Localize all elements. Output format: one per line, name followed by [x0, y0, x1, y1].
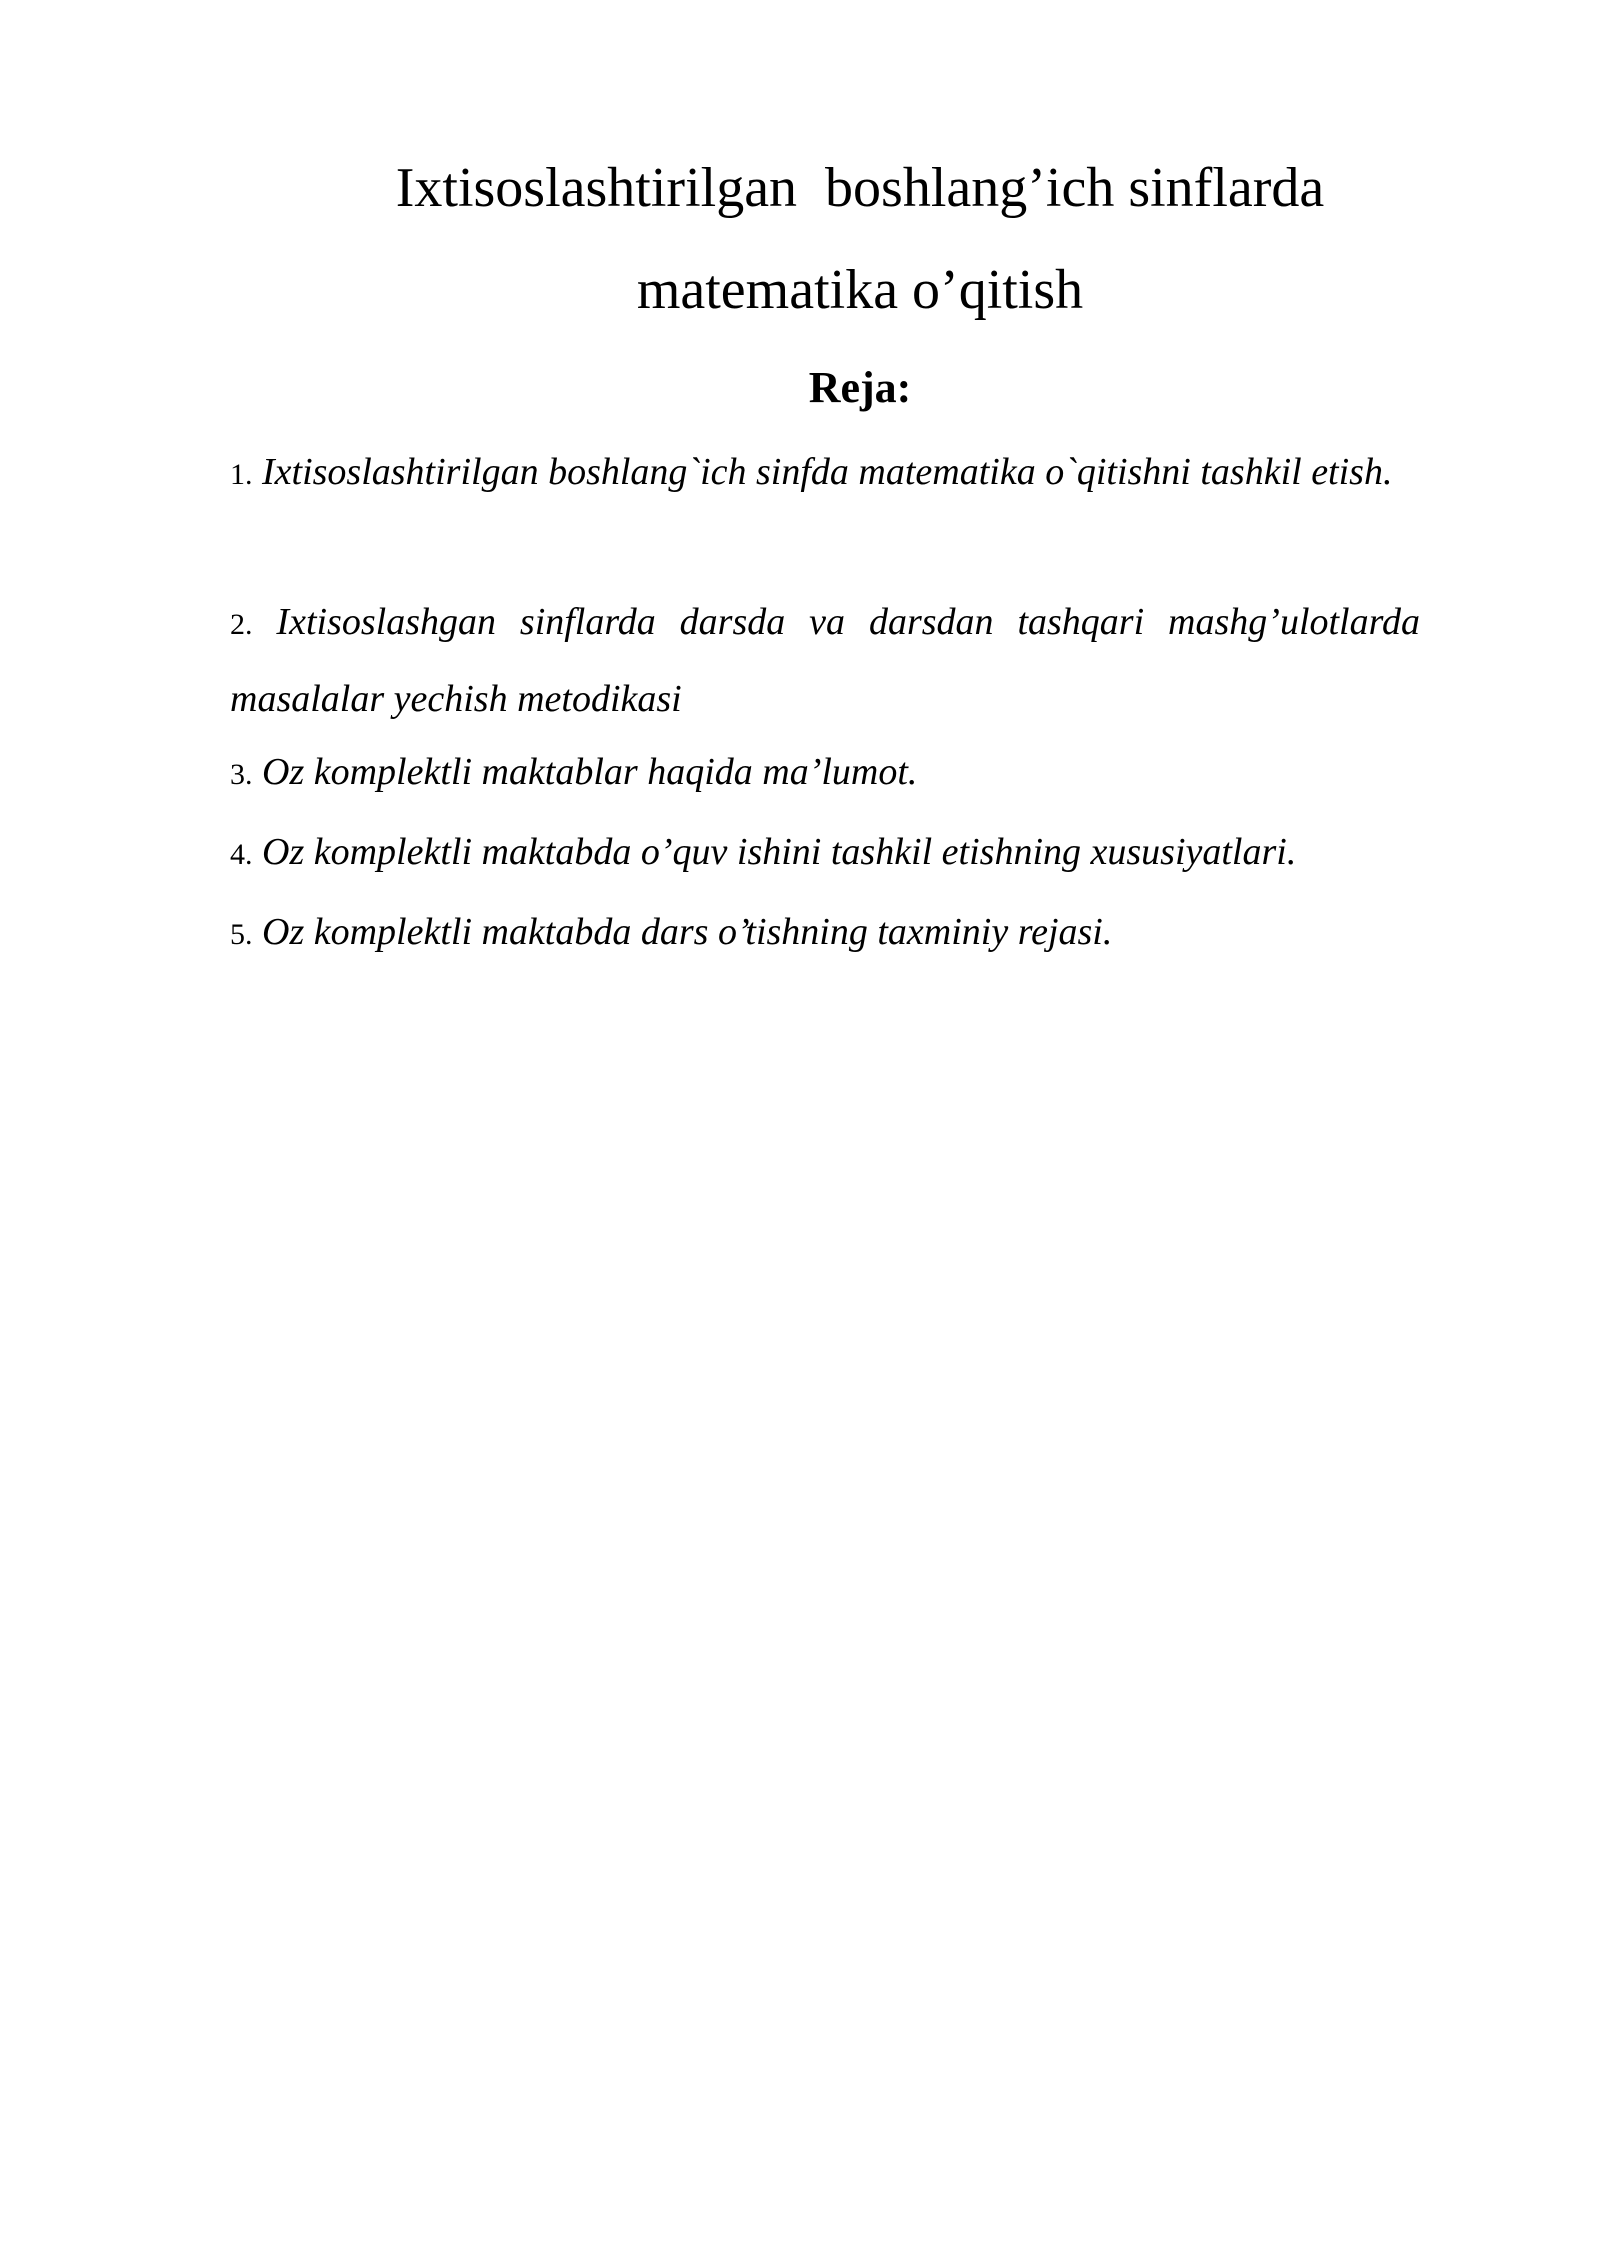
- document-title-line-1: Ixtisoslashtirilgan boshlang’ich sinflarda: [395, 157, 1325, 219]
- plan-item-4: [230, 815, 1420, 892]
- plan-item-number: 1.: [230, 458, 253, 491]
- plan-item-text: Ixtisoslashgan sinflarda darsda va darsdan tashqari mashg’ulotlarda masalalar yechish metodikasi: [230, 601, 1420, 720]
- plan-item-text: Oz komplektli maktablar haqida ma’lumot.: [262, 751, 918, 793]
- plan-item-text: Ixtisoslashtirilgan boshlang`ich sinfda matematika o`qitishni tashkil etish.: [262, 451, 1393, 493]
- plan-item-text: Oz komplektli maktabda o’quv ishini tashkil etishning xususiyatlari.: [262, 831, 1297, 873]
- plan-item-number: 5.: [230, 918, 253, 951]
- document-title-line-2: matematika o’qitish: [636, 259, 1084, 321]
- plan-item-3: [230, 735, 1420, 812]
- plan-item-number: 3.: [230, 758, 253, 791]
- plan-item-1: [230, 435, 1420, 512]
- plan-item-text: Oz komplektli maktabda dars o’tishning taxminiy rejasi.: [262, 911, 1113, 953]
- plan-item-number: 4.: [230, 838, 253, 871]
- plan-item-number: 2.: [230, 608, 253, 641]
- plan-heading: Reja:: [808, 363, 912, 412]
- plan-item-5: [230, 895, 1420, 972]
- plan-item-2: [230, 585, 1420, 737]
